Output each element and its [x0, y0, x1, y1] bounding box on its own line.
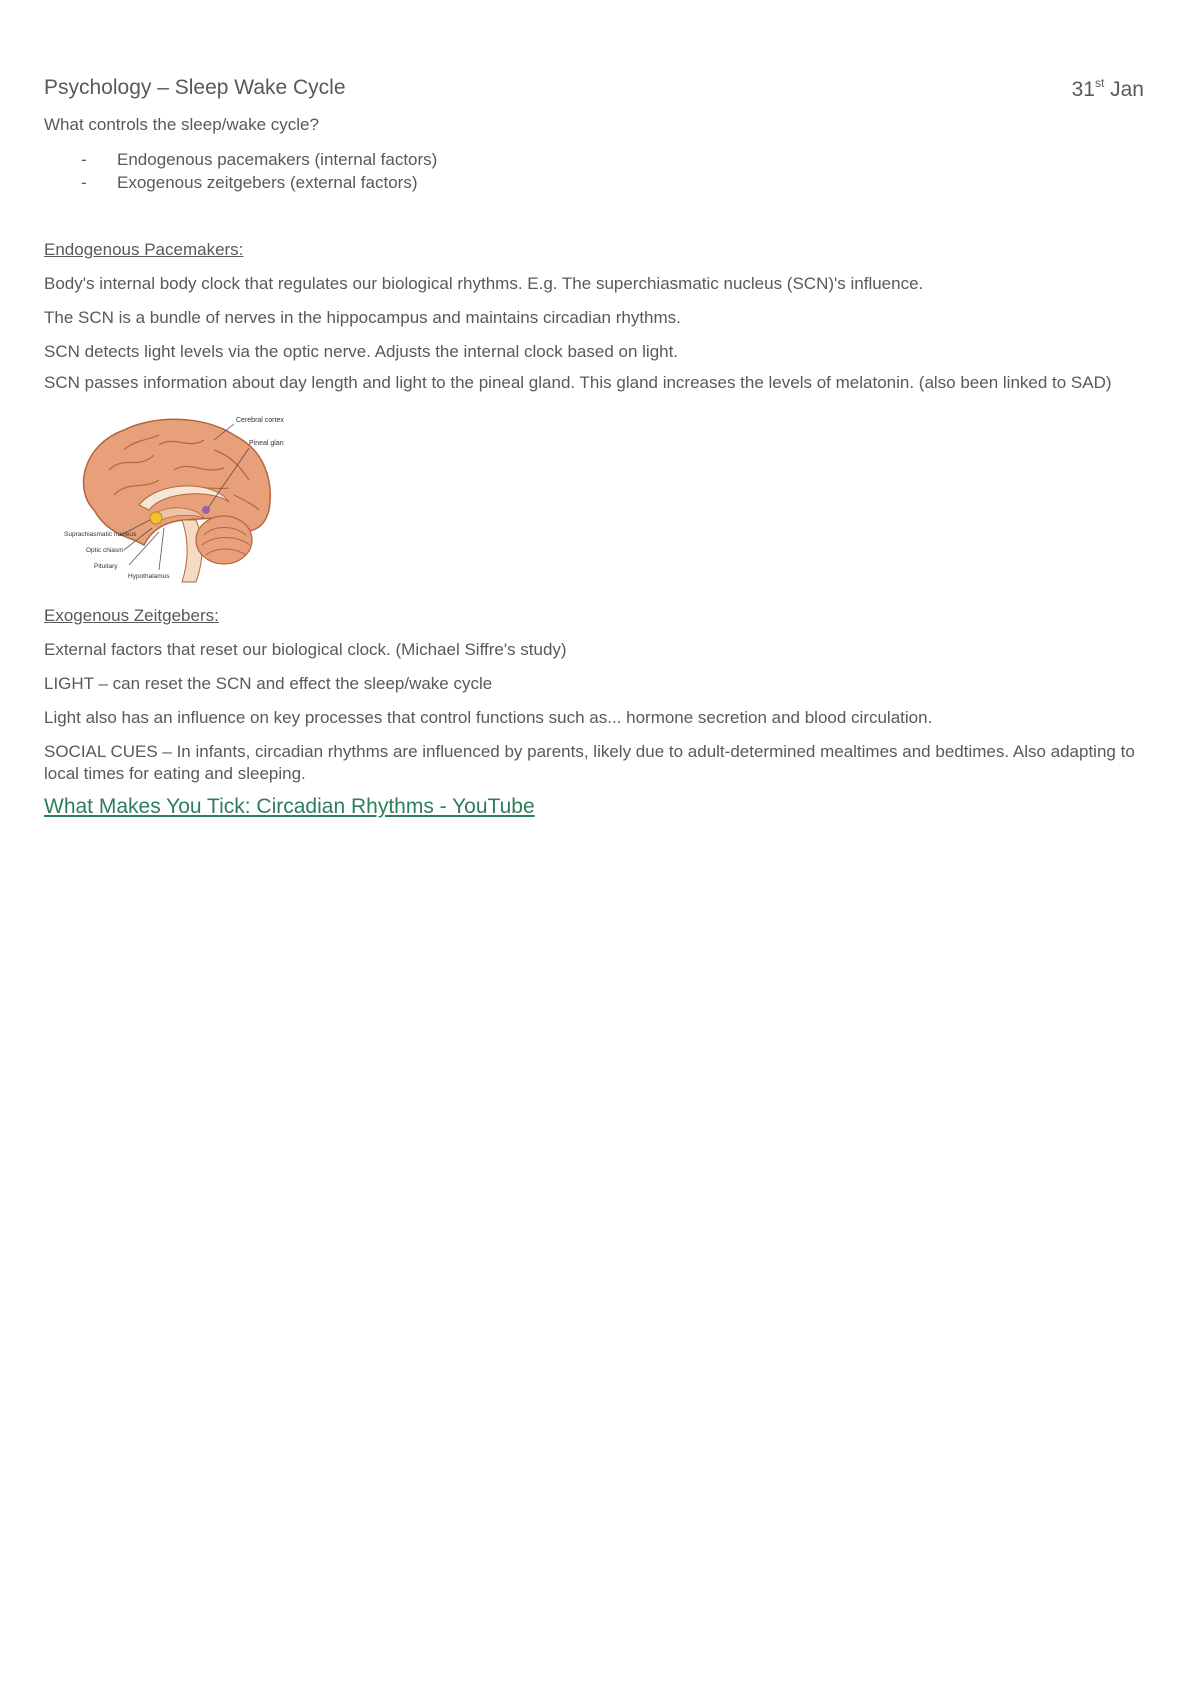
- page-title: Psychology – Sleep Wake Cycle: [44, 76, 346, 99]
- dash-marker: -: [81, 150, 87, 169]
- label-hypothalamus: Hypothalamus: [128, 573, 170, 580]
- exogenous-paragraph: SOCIAL CUES – In infants, circadian rhythms are influenced by parents, likely due to adult-determined mealtimes and bedtimes. Also adapting to local times for eating and sleeping.: [44, 742, 1135, 783]
- date-month: Jan: [1104, 78, 1144, 101]
- list-item: [44, 171, 1144, 194]
- label-chiasm: Optic chiasm: [86, 547, 124, 554]
- list-item: [44, 148, 1144, 171]
- list-item-text: Endogenous pacemakers (internal factors): [117, 150, 438, 169]
- exogenous-paragraph: LIGHT – can reset the SCN and effect the sleep/wake cycle: [44, 674, 493, 693]
- label-cortex: Cerebral cortex: [236, 417, 284, 424]
- date-day: 31: [1071, 78, 1095, 101]
- label-pituitary: Pituitary: [94, 563, 118, 570]
- endogenous-paragraph: The SCN is a bundle of nerves in the hippocampus and maintains circadian rhythms.: [44, 308, 681, 327]
- intro-bullet-list: [44, 148, 1144, 194]
- intro-question: What controls the sleep/wake cycle?: [44, 115, 319, 134]
- endogenous-heading: Endogenous Pacemakers:: [44, 240, 244, 259]
- exogenous-heading: Exogenous Zeitgebers:: [44, 606, 219, 625]
- exogenous-paragraph: Light also has an influence on key processes that control functions such as... hormone secretion and blood circulation.: [44, 708, 933, 727]
- exogenous-paragraph: External factors that reset our biological clock. (Michael Siffre's study): [44, 640, 567, 659]
- date-suffix: st: [1094, 76, 1105, 90]
- document-page: [44, 70, 1144, 819]
- endogenous-paragraph: Body's internal body clock that regulates our biological rhythms. E.g. The superchiasmatic nucleus (SCN)'s influence.: [44, 274, 924, 293]
- youtube-link[interactable]: What Makes You Tick: Circadian Rhythms - YouTube: [44, 795, 535, 818]
- brain-diagram-image: [64, 410, 284, 585]
- endogenous-paragraph: SCN passes information about day length and light to the pineal gland. This gland increases the levels of melatonin. (also been linked to SAD): [44, 373, 1112, 392]
- date-label: [1072, 76, 1144, 102]
- endogenous-paragraph: SCN detects light levels via the optic nerve. Adjusts the internal clock based on light.: [44, 342, 679, 361]
- label-scn: Suprachiasmatic nucleus: [64, 531, 137, 538]
- brain-illustration: [64, 410, 284, 585]
- label-pineal: Pineal gland: [249, 440, 284, 447]
- dash-marker: -: [81, 173, 87, 192]
- title-row: [44, 70, 1144, 108]
- list-item-text: Exogenous zeitgebers (external factors): [117, 173, 418, 192]
